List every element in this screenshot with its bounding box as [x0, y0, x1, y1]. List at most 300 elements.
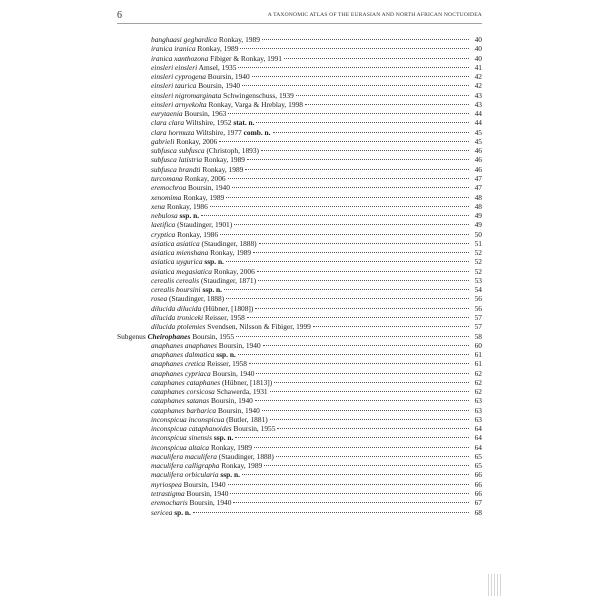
- taxon-status: ssp. n.: [216, 350, 236, 360]
- taxon-name: asiatica megasiatica: [151, 266, 212, 276]
- taxon-author: Reisser, 1958: [204, 312, 245, 322]
- entry-name: [151, 498, 231, 507]
- entry-name: [151, 294, 224, 303]
- entry-name: [151, 183, 230, 192]
- dot-leader: [232, 187, 469, 188]
- page-ref: 63: [474, 414, 482, 424]
- contents-row: [117, 378, 482, 387]
- entry-name: [151, 239, 257, 248]
- page-ref: 44: [474, 109, 482, 119]
- dot-leader: [233, 502, 469, 503]
- dot-leader: [240, 48, 469, 49]
- taxon-author: Boursin, 1940: [189, 498, 232, 508]
- entry-name: [151, 480, 226, 489]
- taxon-author: Boursin, 1940: [207, 72, 250, 82]
- taxon-author: Ronkay, 1986: [166, 201, 208, 211]
- taxon-name: cataphanes satanas: [151, 396, 210, 406]
- entry-name: [151, 369, 254, 378]
- taxon-name: clara hormuza: [151, 127, 195, 137]
- dot-leader: [256, 122, 469, 123]
- contents-row: [117, 480, 482, 489]
- page-ref: 51: [474, 238, 482, 248]
- taxon-name: tetrastigma: [151, 489, 185, 499]
- taxon-name: dilucida ptolemies: [151, 322, 206, 332]
- dot-leader: [247, 317, 469, 318]
- page-ref: 67: [474, 498, 482, 508]
- page-ref: 66: [474, 470, 482, 480]
- contents-row: [117, 81, 482, 90]
- contents-row: [117, 443, 482, 452]
- page-ref: 64: [474, 442, 482, 452]
- taxon-name: anaphanes cretica: [151, 359, 206, 369]
- taxon-name: anaphanes dalmatica: [151, 350, 215, 360]
- taxon-name: einsleri taurica: [151, 81, 197, 91]
- taxon-name: iranica xanthozona: [151, 53, 209, 63]
- taxon-name: iranica iranica: [151, 44, 196, 54]
- entry-name: [151, 276, 256, 285]
- taxon-author: Boursin, 1940: [198, 81, 241, 91]
- contents-row: [117, 109, 482, 118]
- contents-row: [117, 387, 482, 396]
- taxon-author: Boursin, 1940: [212, 368, 255, 378]
- dot-leader: [228, 113, 469, 114]
- taxon-author: Ronkay, 1989: [203, 155, 245, 165]
- page-ref: 42: [474, 81, 482, 91]
- contents-row: [117, 489, 482, 498]
- contents-row: [117, 165, 482, 174]
- taxon-author: (Butler, 1881): [226, 414, 268, 424]
- page-ref: 66: [474, 489, 482, 499]
- contents-row: [117, 248, 482, 257]
- page-ref: 46: [474, 155, 482, 165]
- dot-leader: [256, 373, 469, 374]
- entry-name: [151, 461, 262, 470]
- page-ref: 48: [474, 192, 482, 202]
- contents-row: [117, 257, 482, 266]
- dot-leader: [193, 512, 469, 513]
- contents-row: [117, 369, 482, 378]
- taxon-name: einsleri nigromarginata: [151, 90, 222, 100]
- taxon-name: inconspicua cataphanoides: [151, 424, 232, 434]
- taxon-status: stat. n.: [233, 118, 255, 128]
- entry-name: [151, 91, 294, 100]
- page-ref: 61: [474, 359, 482, 369]
- dot-leader: [234, 224, 469, 225]
- entry-name: [151, 54, 282, 63]
- dot-leader: [253, 252, 469, 253]
- contents-row: [117, 193, 482, 202]
- header-rule: [117, 23, 482, 24]
- taxon-author: (Staudinger, 1888): [218, 451, 274, 461]
- taxon-name: anaphanes cypriaca: [151, 368, 211, 378]
- contents-row: [117, 211, 482, 220]
- taxon-name: inconspicua inconspicua: [151, 414, 225, 424]
- dot-leader: [226, 197, 469, 198]
- page-ref: 44: [474, 118, 482, 128]
- taxon-author: Boursin, 1940: [210, 396, 253, 406]
- dot-leader: [313, 326, 469, 327]
- taxon-name: asiatica uygurica: [151, 257, 203, 267]
- entry-name: [151, 350, 236, 359]
- taxon-name: cataphanes cataphanes: [151, 377, 221, 387]
- page-ref: 48: [474, 201, 482, 211]
- entry-name: [151, 202, 208, 211]
- dot-leader: [254, 447, 469, 448]
- taxon-name: einsleri einsleri: [151, 62, 198, 72]
- entry-name: [151, 387, 268, 396]
- taxon-author: Ronkay, 1986: [177, 229, 219, 239]
- contents-row: [117, 294, 482, 303]
- entry-name: [151, 248, 251, 257]
- dot-leader: [242, 474, 469, 475]
- taxon-status: ssp. n.: [220, 470, 240, 480]
- page-ref: 57: [474, 312, 482, 322]
- dot-leader: [259, 243, 469, 244]
- dot-leader: [305, 104, 469, 105]
- contents-row: [117, 44, 482, 53]
- taxon-name: cryptica: [151, 229, 176, 239]
- entry-name: [151, 470, 240, 479]
- entry-name: [151, 508, 191, 517]
- entry-name: [151, 211, 199, 220]
- taxon-author: (Christoph, 1893): [206, 146, 260, 156]
- dot-leader: [296, 95, 469, 96]
- page-ref: 65: [474, 461, 482, 471]
- dot-leader: [235, 437, 469, 438]
- taxon-author: Boursin, 1940: [183, 479, 226, 489]
- taxon-name: anaphanes anaphanes: [151, 340, 217, 350]
- entry-name: [151, 415, 268, 424]
- page-ref: 60: [474, 340, 482, 350]
- taxon-author: Wiltshire, 1952: [185, 118, 232, 128]
- contents-row: [117, 350, 482, 359]
- entry-name: [151, 322, 311, 331]
- page-ref: 52: [474, 257, 482, 267]
- taxon-name: subfusca latistria: [151, 155, 203, 165]
- dot-leader: [201, 215, 469, 216]
- taxon-name: eurytaenia: [151, 109, 183, 119]
- dot-leader: [247, 159, 469, 160]
- taxon-author: (Staudinger, 1871): [200, 275, 257, 285]
- entry-name: [151, 359, 247, 368]
- page-ref: 62: [474, 377, 482, 387]
- dot-leader: [274, 382, 469, 383]
- taxon-author: Ronkay, 1989: [210, 248, 252, 258]
- running-header: A TAXONOMIC ATLAS OF THE EURASIAN AND NORTH AFRICAN NOCTUOIDEA: [267, 12, 482, 18]
- entry-name: [151, 424, 275, 433]
- dot-leader: [262, 410, 469, 411]
- page-ref: 56: [474, 303, 482, 313]
- dot-leader: [270, 419, 469, 420]
- taxon-name: laetifica: [151, 220, 176, 230]
- taxon-author: (Staudinger, 1888): [201, 238, 257, 248]
- dot-leader: [249, 363, 469, 364]
- page-ref: 50: [474, 229, 482, 239]
- dot-leader: [273, 132, 470, 133]
- taxon-name: Cheirophanes: [147, 331, 191, 341]
- contents-row: [117, 91, 482, 100]
- contents-row: [117, 322, 482, 331]
- contents-row: [117, 72, 482, 81]
- entry-name: [151, 128, 271, 137]
- dot-leader: [258, 280, 469, 281]
- thumb-tab-lines: [488, 574, 502, 596]
- page-ref: 66: [474, 479, 482, 489]
- page-ref: 47: [474, 183, 482, 193]
- taxon-author: Svendsen, Nilsson & Fibiger, 1999: [207, 322, 311, 332]
- entry-name: [151, 109, 226, 118]
- taxon-name: xena: [151, 201, 165, 211]
- dot-leader: [270, 391, 469, 392]
- contents-row: [117, 415, 482, 424]
- page-ref: 62: [474, 387, 482, 397]
- page-ref: 46: [474, 146, 482, 156]
- page-ref: 62: [474, 368, 482, 378]
- contents-row: [117, 146, 482, 155]
- contents-row: [117, 359, 482, 368]
- dot-leader: [261, 150, 469, 151]
- taxon-author: Boursin, 1940: [217, 405, 260, 415]
- taxon-author: Boursin, 1963: [184, 109, 227, 119]
- taxon-author: (Hübner, [1813]): [222, 377, 273, 387]
- dot-leader: [255, 308, 469, 309]
- page-ref: 46: [474, 164, 482, 174]
- taxon-name: asiatica asiatica: [151, 238, 200, 248]
- page-ref: 57: [474, 322, 482, 332]
- dot-leader: [276, 456, 469, 457]
- dot-leader: [257, 271, 469, 272]
- dot-leader: [228, 178, 469, 179]
- entry-name: [151, 230, 218, 239]
- entry-name: [151, 193, 224, 202]
- taxon-name: maculifera maculifera: [151, 451, 217, 461]
- page-ref: 49: [474, 220, 482, 230]
- entry-name: [151, 285, 222, 294]
- entry-name: [151, 341, 261, 350]
- taxon-author: (Staudinger, 1888): [169, 294, 225, 304]
- dot-leader: [252, 76, 469, 77]
- dot-leader: [277, 428, 469, 429]
- dot-leader: [228, 484, 469, 485]
- taxon-name: banghaasi geghardica: [151, 35, 218, 44]
- contents-row: [117, 470, 482, 479]
- page-ref: 52: [474, 248, 482, 258]
- page-ref: 40: [474, 35, 482, 44]
- dot-leader: [230, 493, 469, 494]
- contents-row: [117, 63, 482, 72]
- page-ref: 65: [474, 451, 482, 461]
- contents-row: [117, 341, 482, 350]
- dot-leader: [219, 141, 469, 142]
- taxon-name: dilucida dilucida: [151, 303, 202, 313]
- entry-name: [151, 100, 303, 109]
- taxon-name: cataphanes corsicosa: [151, 387, 215, 397]
- contents-row: [117, 35, 482, 44]
- entry-name: [151, 35, 260, 44]
- dot-leader: [226, 298, 469, 299]
- entry-name: [151, 406, 260, 415]
- page-ref: 41: [474, 62, 482, 72]
- entry-name: [151, 81, 240, 90]
- contents-row: [117, 202, 482, 211]
- entry-name: [151, 304, 253, 313]
- contents-row: [117, 267, 482, 276]
- dot-leader: [236, 336, 469, 337]
- page-ref: 64: [474, 433, 482, 443]
- taxon-name: maculifera calligrapha: [151, 461, 220, 471]
- contents-row: [117, 276, 482, 285]
- page-ref: 40: [474, 44, 482, 54]
- page-ref: 49: [474, 211, 482, 221]
- entry-name: [151, 63, 236, 72]
- entry-name: [151, 118, 254, 127]
- taxon-author: (Staudinger, 1901): [177, 220, 233, 230]
- page-ref: 54: [474, 285, 482, 295]
- contents-row: [117, 54, 482, 63]
- contents-row: [117, 100, 482, 109]
- page-ref: 64: [474, 424, 482, 434]
- page-ref: 40: [474, 53, 482, 63]
- page-ref: 43: [474, 99, 482, 109]
- dot-leader: [255, 400, 469, 401]
- taxon-name: asiatica mienshana: [151, 248, 209, 258]
- entry-name: [151, 313, 245, 322]
- entry-name: [117, 332, 234, 341]
- entry-name: [151, 257, 224, 266]
- taxon-name: inconspicua sinensis: [151, 433, 212, 443]
- taxon-name: eremochroa: [151, 183, 187, 193]
- page-ref: 63: [474, 396, 482, 406]
- taxon-author: Boursin, 1940: [186, 489, 229, 499]
- dot-leader: [263, 345, 469, 346]
- page-ref: 61: [474, 350, 482, 360]
- entry-name: [151, 396, 253, 405]
- dot-leader: [284, 58, 469, 59]
- taxon-author: Boursin, 1955: [233, 424, 276, 434]
- taxon-author: Ronkay, 1989: [218, 35, 260, 44]
- taxon-name: einsleri cyprogena: [151, 72, 206, 82]
- entry-name: [151, 378, 272, 387]
- entry-name: [151, 44, 238, 53]
- taxon-name: subfusca brandti: [151, 164, 201, 174]
- entry-name: [151, 155, 245, 164]
- contents-row: [117, 508, 482, 517]
- taxon-author: Ronkay, 2006: [213, 266, 255, 276]
- taxon-author: (Hübner, [1808]): [203, 303, 254, 313]
- contents-row: [117, 433, 482, 442]
- taxon-name: sericea: [151, 507, 173, 517]
- page-ref: 52: [474, 266, 482, 276]
- page-ref: 53: [474, 275, 482, 285]
- page-ref: 45: [474, 127, 482, 137]
- contents-row: [117, 452, 482, 461]
- taxon-name: myriospea: [151, 479, 182, 489]
- taxon-author: Wiltshire, 1977: [196, 127, 242, 137]
- taxon-author: Boursin, 1955: [192, 331, 235, 341]
- thumb-tab-icon: [484, 566, 506, 596]
- taxon-author: Reisser, 1958: [206, 359, 247, 369]
- taxon-name: subfusca subfusca: [151, 146, 205, 156]
- page-number: 6: [117, 10, 122, 21]
- taxon-name: cataphanes barbarica: [151, 405, 217, 415]
- dot-leader: [210, 206, 469, 207]
- contents-row: [117, 498, 482, 507]
- contents-row: [117, 285, 482, 294]
- taxon-status: ssp. n.: [204, 257, 224, 267]
- contents-row: [117, 239, 482, 248]
- taxon-author: Schawerda, 1931: [216, 387, 268, 397]
- taxon-name: dilucida troniceki: [151, 312, 204, 322]
- taxon-author: Ronkay, 2006: [184, 173, 226, 183]
- entry-name: [151, 146, 259, 155]
- page-ref: 68: [474, 507, 482, 517]
- entry-name: [151, 489, 228, 498]
- contents-row: [117, 304, 482, 313]
- taxon-status: ssp. n.: [179, 211, 200, 221]
- dot-leader: [245, 169, 469, 170]
- taxon-name: cerealis boursini: [151, 285, 201, 295]
- taxon-name: turcomana: [151, 173, 183, 183]
- contents-row: [117, 230, 482, 239]
- taxon-name: xenomima: [151, 192, 182, 202]
- taxon-author: Ronkay, 1989: [210, 442, 252, 452]
- page-ref: 56: [474, 294, 482, 304]
- taxon-author: Ronkay, 1989: [197, 44, 239, 54]
- taxon-status: sp. n.: [174, 507, 191, 517]
- contents-row: [117, 424, 482, 433]
- taxon-status: ssp. n.: [213, 433, 234, 443]
- contents-row: [117, 118, 482, 127]
- taxon-author: Schwingenschuss, 1939: [223, 90, 294, 100]
- contents-row: [117, 406, 482, 415]
- taxon-name: gabrieli: [151, 136, 175, 146]
- page-ref: 58: [474, 331, 482, 341]
- taxon-author: Amsel, 1935: [198, 62, 237, 72]
- dot-leader: [262, 39, 469, 40]
- page-ref: 47: [474, 173, 482, 183]
- dot-leader: [226, 261, 469, 262]
- contents-row: [117, 183, 482, 192]
- entry-name: [151, 72, 250, 81]
- taxon-author: Ronkay, Varga & Hreblay, 1998: [208, 99, 303, 109]
- taxon-author: Ronkay, 1989: [183, 192, 225, 202]
- taxon-name: einsleri arnyekolta: [151, 99, 207, 109]
- contents-row: [117, 128, 482, 137]
- taxon-author: Ronkay, 1989: [221, 461, 263, 471]
- taxon-name: cerealis cerealis: [151, 275, 200, 285]
- page-ref: 43: [474, 90, 482, 100]
- page-ref: 63: [474, 405, 482, 415]
- entry-name: [151, 433, 233, 442]
- taxon-author: Boursin, 1940: [218, 340, 261, 350]
- taxon-author: Ronkay, 2006: [176, 136, 218, 146]
- taxon-name: nebulosa: [151, 211, 178, 221]
- entry-name: [151, 452, 274, 461]
- contents-row: [117, 313, 482, 322]
- dot-leader: [264, 465, 469, 466]
- taxon-name: clara clara: [151, 118, 185, 128]
- page-ref: 42: [474, 72, 482, 82]
- page-ref: 45: [474, 136, 482, 146]
- contents-row: [117, 174, 482, 183]
- entry-name: [151, 267, 255, 276]
- taxon-name: maculifera orbicularia: [151, 470, 219, 480]
- contents-row: [117, 396, 482, 405]
- taxon-author: Boursin, 1940: [188, 183, 230, 193]
- taxon-name: rosea: [151, 294, 168, 304]
- dot-leader: [220, 234, 469, 235]
- dot-leader: [242, 85, 469, 86]
